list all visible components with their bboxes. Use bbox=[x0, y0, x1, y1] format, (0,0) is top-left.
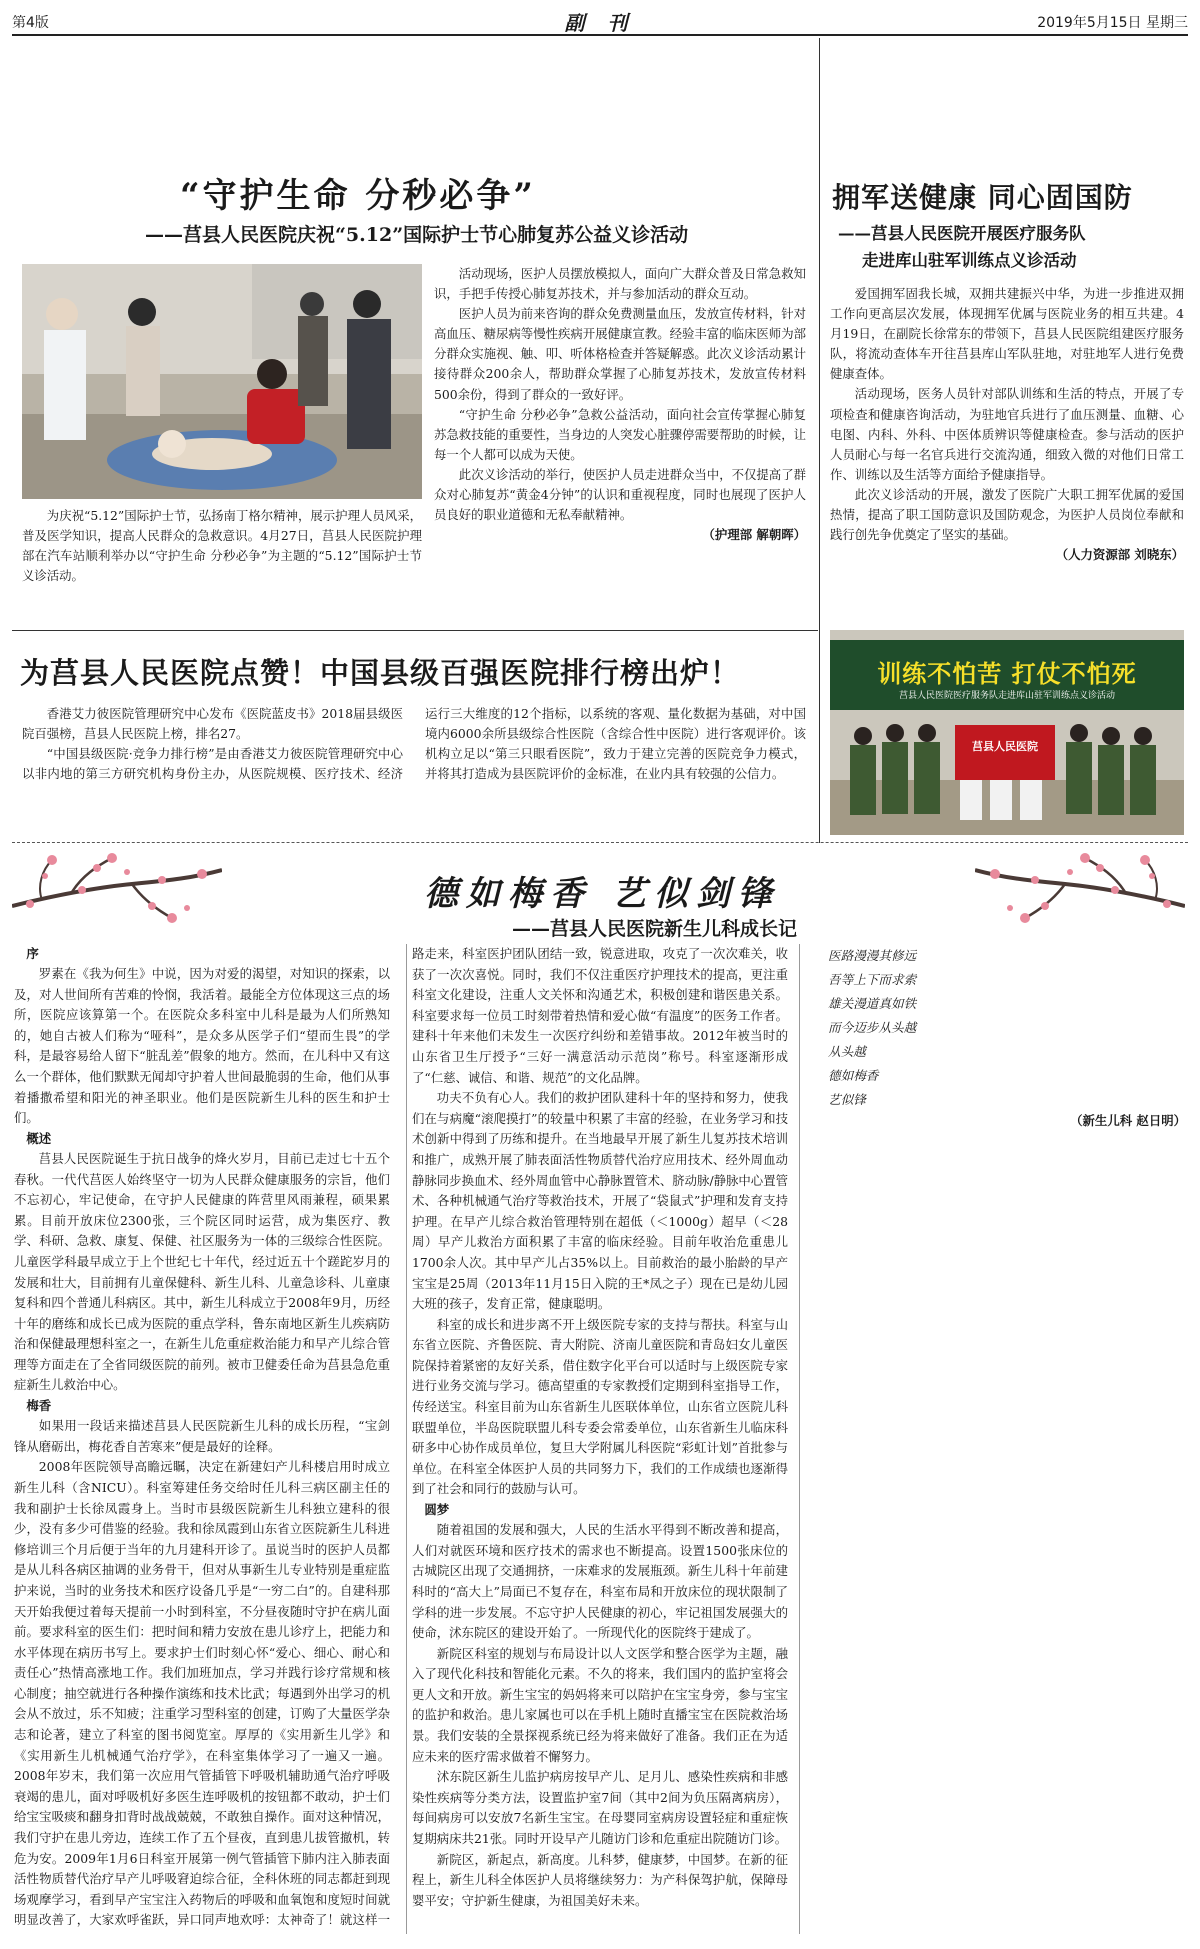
ranking-article-body bbox=[22, 704, 806, 784]
paragraph: 医护人员为前来咨询的群众免费测量血压，发放宣传材料，针对高血压、糖尿病等慢性疾病开展健康宣教。经验丰富的临床医师为部分群众实施视、触、叩、听体格检查并答疑解惑。此次义诊活动累计接待群众200余人，帮助群众掌握了心肺复苏技术，发放宣传材料500余份，得到了群众的一致好评。 bbox=[434, 306, 806, 402]
nurse-article-body bbox=[434, 264, 806, 545]
section-heading: 概述 bbox=[26, 1130, 52, 1146]
section-heading: 梅香 bbox=[26, 1398, 52, 1414]
nurse-article-title: “守护生命 分秒必争” bbox=[180, 176, 536, 216]
page-header bbox=[12, 6, 1188, 36]
neonatal-article-body bbox=[14, 944, 1186, 1938]
army-article-subtitle-2: 走进库山驻军训练点义诊活动 bbox=[862, 251, 1077, 270]
caption-text: 为庆祝“5.12”国际护士节，弘扬南丁格尔精神，展示护理人员风采，普及医学知识，提高人民群众的急救意识。4月27日，莒县人民医院护理部在汽车站顺利举办以“守护生命 分秒必争”为主题的“5.12”国际护士节义诊活动。 bbox=[22, 508, 422, 584]
cpr-demo-illustration bbox=[22, 264, 422, 499]
paragraph: “守护生命 分秒必争”急救公益活动，面向社会宣传掌握心肺复苏急救技能的重要性，当身边的人突发心脏骤停需要帮助的时候，让每一个人都可以成为天使。 bbox=[434, 406, 806, 462]
paragraph: 莒县人民医院诞生于抗日战争的烽火岁月，目前已走过七十五个春秋。一代代莒医人始终坚守一切为人民群众健康服务的宗旨，他们不忘初心，牢记使命，在守护人民健康的阵营里风雨兼程，硕果累累。目前开放床位2300张，三个院区同时运营，成为集医疗、教学、科研、急救、康复、保健、社区服务为一体的三级综合性医院。儿童医学科最早成立于上个世纪七十年代，经过近五十个蹉跎岁月的发展和壮大，目前拥有儿童保健科、新生儿科、儿童急诊科、儿童康复科和四个普通儿科病区。其中，新生儿科成立于2008年9月，历经十年的磨练和成长已成为医院的重点学科，鲁东南地区新生儿疾病防治和保健最理想科室之一，在新生儿危重症救治能力和早产儿综合管理等方面走在了全省同级医院的前列。被市卫健委任命为莒县急危重症新生儿救治中心。 bbox=[14, 1150, 390, 1393]
paragraph: 此次义诊活动的举行，使医护人员走进群众当中，不仅提高了群众对心肺复苏“黄金4分钟”的认识和重视程度，同时也展现了医护人员良好的职业道德和无私奉献精神。 bbox=[434, 466, 806, 523]
paragraph: 科室的成长和进步离不开上级医院专家的支持与帮扶。科室与山东省立医院、齐鲁医院、青大附院、济南儿童医院和青岛妇女儿童医院保持着紧密的友好关系，借住数字化平台可以适时与上级医院专家进行业务交流与学习。德高望重的专家教授们定期到科室指导工作，传经送宝。科室目前为山东省新生儿医联体单位，山东省立医院儿科联盟单位，半岛医院联盟儿科专委会常委单位，山东省新生儿临床科研多中心协作成员单位，复旦大学附属儿科医院“彩虹计划”首批参与单位。在科室全体医护人员的共同努力下，我们的工作成绩也逐渐得到了社会和同行的鼓励与认可。 bbox=[412, 1316, 788, 1497]
plum-blossom-branch-icon bbox=[975, 848, 1185, 938]
paragraph: 香港艾力彼医院管理研究中心发布《医院蓝皮书》2018届县级医院百强榜，莒县人民医院上榜，排名27。 bbox=[22, 706, 403, 742]
army-banner-text: 训练不怕苦 打仗不怕死 bbox=[877, 660, 1137, 688]
column-divider bbox=[406, 944, 407, 1934]
paragraph: 活动现场，医务人员针对部队训练和生活的特点，开展了专项检查和健康咨询活动，为驻地官兵进行了血压测量、血糖、心电图、内科、外科、中医体质辨识等健康检查。参与活动的医护人员耐心与每一名官兵进行交流沟通，细致入微的对他们日常工作、训练以及生活等方面给予健康指导。 bbox=[830, 386, 1184, 482]
neonatal-article-subtitle: ——莒县人民医院新生儿科成长记 bbox=[512, 918, 798, 940]
poem-line: 从头越 bbox=[828, 1043, 866, 1059]
paragraph: 此次义诊活动的开展，激发了医院广大职工拥军优属的爱国热情，提高了职工国防意识及国防观念，为医护人员岗位奉献和践行创先争优奠定了坚实的基础。 bbox=[830, 486, 1184, 543]
plum-blossom-right bbox=[975, 848, 1185, 938]
poem-line: 艺似锋 bbox=[828, 1091, 866, 1107]
paragraph: “中国县级医院·竞争力排行榜”是由香港艾力彼医院管理研究中心以非内地的第三方研究机构身份主办，从医院规模、医疗技术、经济运行三大维度的12个指标，以系统的客观、量化数据为基础，对中国境内6000余所县级综合性医院（含综合性中医院）进行客观评价。该机构立足以“第三只眼看医院”，致力于建立完善的医院竞争力模式，并将其打造成为县医院评价的金标准，在业内具有较强的公信力。 bbox=[22, 706, 806, 782]
nurse-photo-caption bbox=[22, 506, 422, 586]
army-group-photo bbox=[830, 630, 1184, 835]
paragraph: 罗素在《我为何生》中说，因为对爱的渴望，对知识的探索，以及，对人世间所有苦难的怜悯，我活着。最能全方位体现这三点的场所，医院应该算第一个。在医院众多科室中儿科是最为人们所熟知的，她自古被人们称为“哑科”，是众多从医学子们“望而生畏”的学科，是最容易给人留下“脏乱差”假象的地方。然而，在儿科中又有这么一个群体，他们默默无闻却守护着人世间最脆弱的生命，他们从事着播撒希望和阳光的神圣职业。他们是医院新生儿科的医生和护士们。 bbox=[14, 966, 390, 1126]
army-banner-subtitle: 莒县人民医院医疗服务队走进库山驻军训练点义诊活动 bbox=[898, 691, 1115, 701]
closing-poem bbox=[828, 944, 1186, 1111]
nurse-article-subtitle: ——莒县人民医院庆祝“5.12”国际护士节心肺复苏公益义诊活动 bbox=[145, 224, 689, 246]
neonatal-article-signature: （新生儿科 赵日明） bbox=[1070, 1113, 1186, 1129]
paragraph: 新院区，新起点，新高度。儿科梦，健康梦，中国梦。在新的征程上，新生儿科全体医护人员将继续努力：为产科保驾护航，保障母婴平安；守护新生健康，为祖国美好未来。 bbox=[412, 1851, 788, 1908]
poem-line: 吾等上下而求索 bbox=[828, 971, 917, 987]
section-heading: 圆梦 bbox=[424, 1502, 450, 1518]
paragraph: 功夫不负有心人。我们的救护团队建科十年的坚持和努力，使我们在与病魔“滚爬摸打”的较量中积累了丰富的经验，在业务学习和技术创新中得到了历练和提升。在当地最早开展了新生儿复苏技术培训和推广，成熟开展了肺表面活性物质替代治疗应用技术、经外周血动静脉同步换血术、经外周血管中心静脉置管术、脐动脉/静脉中心置管术、各种机械通气治疗等救治技术，开展了“袋鼠式”护理和发育支持护理。在早产儿综合救治管理特别在超低（＜1000g）超早（＜28周）早产儿救治方面积累了丰富的临床经验。目前年收治危重患儿1700余人次。其中早产儿占35%以上。目前救治的最小胎龄的早产宝宝是25周（2013年11月15日入院的王*凤之子）现在已是幼儿园大班的孩子，发育正常，健康聪明。 bbox=[412, 1090, 788, 1312]
column-divider bbox=[819, 38, 820, 843]
poem-line: 雄关漫道真如铁 bbox=[828, 995, 917, 1011]
section-divider-dashed bbox=[12, 842, 1188, 843]
column-divider bbox=[799, 944, 800, 1934]
plum-blossom-left bbox=[12, 848, 222, 938]
nurse-article-signature: （护理部 解朝晖） bbox=[702, 527, 806, 543]
section-name: 副 刊 bbox=[564, 11, 636, 35]
hospital-flag-text: 莒县人民医院 bbox=[972, 740, 1038, 753]
army-article-body bbox=[830, 284, 1184, 565]
army-article-signature: （人力资源部 刘晓东） bbox=[1055, 547, 1184, 563]
section-heading: 序 bbox=[26, 946, 39, 961]
paragraph: 随着祖国的发展和强大，人民的生活水平得到不断改善和提高，人们对就医环境和医疗技术的需求也不断提高。设置1500张床位的古城院区出现了交通拥挤，一床难求的发展瓶颈。新生儿科十年前建科时的“高大上”局面已不复存在，科室布局和开放床位的现状限制了学科的进一步发展。不忘守护人民健康的初心，牢记祖国发展强大的使命，沭东院区的建设开始了。一所现代化的医院终于建成了。 bbox=[412, 1522, 788, 1641]
neonatal-article-title: 德如梅香 艺似剑锋 bbox=[424, 874, 780, 914]
poem-line: 医路漫漫其修远 bbox=[828, 948, 917, 963]
paragraph: 新院区科室的规划与布局设计以人文医学和整合医学为主题，融入了现代化科技和智能化元素。不久的将来，我们国内的监护室将会更人文和开放。新生宝宝的妈妈将来可以陪护在宝宝身旁，参与宝宝的监护和救治。患儿家属也可以在手机上随时直播宝宝在医院救治场景。我们安装的全景探视系统已经为将来做好了准备。我们正在为适应未来的医疗需求做着不懈努力。 bbox=[412, 1645, 788, 1764]
issue-date: 2019年5月15日 星期三 bbox=[1037, 15, 1188, 31]
poem-line: 德如梅香 bbox=[828, 1067, 879, 1083]
army-article-subtitle-1: ——莒县人民医院开展医疗服务队 bbox=[838, 224, 1086, 243]
plum-blossom-branch-icon bbox=[12, 848, 222, 938]
poem-line: 而今迈步从头越 bbox=[828, 1019, 917, 1035]
army-article-title: 拥军送健康 同心固国防 bbox=[832, 181, 1133, 214]
paragraph: 2008年医院领导高瞻远瞩，决定在新建妇产儿科楼启用时成立新生儿科（含NICU）。科室筹建任务交给时任儿科三病区副主任的我和副护士长徐凤霞身上。当时市县级医院新生儿科独立建科的很少，没有多少可借鉴的经验。我和徐凤霞到山东省立医院新生儿科进修培训三个月后便于当年的九月建科开诊了。虽说当时的医护人员都是从儿科各病区抽调的业务骨干，但对从事新生儿专业特别是重症监护来说，当时的业务技术和医疗设备几乎是“一穷二白”的。自建科那天开始我便过着每天提前一小时到科室，不分昼夜随时守护在病儿面前。要求科室的医生们：把时间和精力安放在患儿诊疗上，把能力和水平体现在病历书写上。要求护士们时刻心怀“爱心、细心、耐心和责任心”热情高涨地工作。我们加班加点，学习并践行诊疗常规和核心制度；抽空就进行各种操作演练和技术比武；每遇到外出学习的机会从不放过，乐不知疲；注重学习型科室的创建，订购了大量医学杂志和论著，建立了科室的图书阅览室。厚厚的《实用新生儿学》和《实用新生儿机械通气治疗学》，在科室集体学习了一遍又一遍。2008年岁末，我们第一次应用气管插管下呼吸机辅助通气治疗呼吸衰竭的患儿，面对呼吸机好多医生连呼吸机的按钮都不敢动，护士们给宝宝吸痰和翻身扣背时战战兢兢，不敢独自操作。面对这种情况，我们守护在患儿旁边，连续工作了五个昼夜，直到患儿拔管撤机，转危为安。2009年1月6日科室开展第一例气管插管下肺内注入肺表面活性物质替代治疗早产儿呼吸窘迫综合征，全科休班的同志都赶到现场观摩学习，看到早产宝宝注入药物后的呼吸和血氧饱和度短时间就明显改善了，大家欢呼雀跃，异口同声地欢呼：太神奇了！就这样一路走来，科室医护团队团结一致，锐意进取，攻克了一次次难关，收获了一次次喜悦。同时，我们不仅注重医疗护理技术的提高，更注重科室文化建设，注重人文关怀和沟通艺术，积极创建和谐医患关系。科室要求每一位员工时刻带着热情和爱心做“有温度”的医务工作者。建科十年来他们未发生一次医疗纠纷和差错事故。2012年被当时的山东省卫生厅授予“三好一满意活动示范岗”称号。科室逐渐形成了“仁慈、诚信、和谐、规范”的文化品牌。 bbox=[14, 946, 788, 1928]
paragraph: 活动现场，医护人员摆放模拟人，面向广大群众普及日常急救知识，手把手传授心肺复苏技术，并与参加活动的群众互动。 bbox=[434, 266, 806, 302]
ranking-article-title: 为莒县人民医院点赞！中国县级百强医院排行榜出炉！ bbox=[20, 656, 741, 690]
paragraph: 爱国拥军固我长城，双拥共建振兴中华，为进一步推进双拥工作向更高层次发展，体现拥军优属与医院业务的相互共建。4月19日，在副院长徐常东的带领下，莒县人民医院组建医疗服务队，将流动查体车开往莒县库山军队驻地，对驻地军人进行免费健康查体。 bbox=[830, 286, 1184, 382]
page-number: 第4版 bbox=[12, 15, 49, 31]
paragraph: 如果用一段话来描述莒县人民医院新生儿科的成长历程，“宝剑锋从磨砺出，梅花香自苦寒来”便是最好的诠释。 bbox=[14, 1418, 390, 1454]
paragraph: 沭东院区新生儿监护病房按早产儿、足月儿、感染性疾病和非感染性疾病等分类方法，设置监护室7间（其中2间为负压隔离病房），每间病房可以安放7名新生宝宝。在母婴同室病房设置轻症和重症恢复期病床共21张。同时开设早产儿随访门诊和危重症出院随访门诊。 bbox=[412, 1769, 788, 1847]
section-divider bbox=[12, 630, 818, 631]
cpr-demo-photo bbox=[22, 264, 422, 499]
